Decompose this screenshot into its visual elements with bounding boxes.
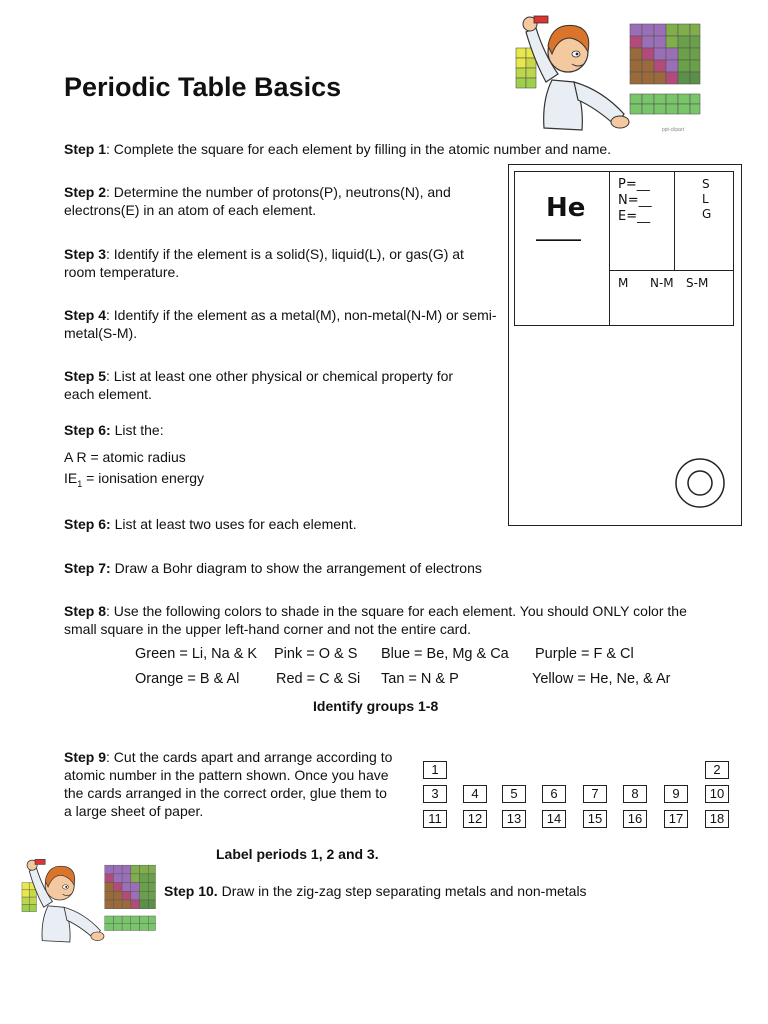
step-3-text: : Identify if the element is a solid(S), liquid(L), or gas(G) at room temperature. — [64, 246, 464, 280]
label-periods: Label periods 1, 2 and 3. — [216, 846, 379, 862]
clipart-credit: ppt-clipart — [662, 127, 684, 133]
color-green: Green = Li, Na & K — [135, 646, 258, 662]
step-9 — [64, 748, 394, 820]
identify-groups: Identify groups 1-8 — [313, 698, 439, 714]
step-4-text: : Identify if the element as a metal(M), non-metal(N-M) or semi-metal(S-M). — [64, 307, 497, 341]
color-purple: Purple = F & Cl — [535, 646, 634, 662]
page-title: Periodic Table Basics — [64, 72, 342, 102]
step-10-label: Step 10. — [164, 883, 218, 899]
step-8-label: Step 8 — [64, 603, 107, 619]
metal-type-nm: N-M — [650, 276, 674, 290]
bohr-diagram-nucleus — [673, 456, 727, 510]
step-2-text: : Determine the number of protons(P), neutrons(N), and electrons(E) in an atom of each element. — [64, 184, 451, 218]
step-5-text: : List at least one other physical or chemical property for each element. — [64, 368, 454, 402]
step-6a-text: List the: — [110, 422, 164, 438]
color-orange: Orange = B & Al — [135, 671, 240, 687]
grid-cell-13: 13 — [502, 810, 526, 828]
step-6b — [64, 515, 357, 533]
element-symbol: He — [546, 193, 586, 223]
grid-cell-10: 10 — [705, 785, 729, 803]
grid-cell-7: 7 — [583, 785, 607, 803]
ie-prefix: IE — [64, 470, 78, 486]
color-tan: Tan = N & P — [381, 671, 459, 687]
element-name-blank: _____ — [536, 221, 581, 242]
grid-cell-2: 2 — [705, 761, 729, 779]
ie-rest: = ionisation energy — [82, 470, 205, 486]
grid-cell-16: 16 — [623, 810, 647, 828]
step-5 — [64, 367, 474, 403]
step-2 — [64, 183, 494, 219]
grid-cell-17: 17 — [664, 810, 688, 828]
step-8 — [64, 602, 704, 638]
step-6a — [64, 421, 164, 439]
scientist-clipart — [512, 10, 702, 134]
grid-cell-14: 14 — [542, 810, 566, 828]
grid-cell-6: 6 — [542, 785, 566, 803]
metal-type-m: M — [618, 276, 629, 290]
step-7-text: Draw a Bohr diagram to show the arrangement of electrons — [110, 560, 482, 576]
step-9-label: Step 9 — [64, 749, 107, 765]
ie-subscript: 1 — [77, 478, 83, 489]
step-7-label: Step 7: — [64, 560, 111, 576]
scientist-clipart-small — [18, 855, 158, 945]
step-9-text: : Cut the cards apart and arrange according to atomic number in the pattern shown. Once you have the cards arranged in the correct order, glue them to a large sheet of paper. — [64, 749, 393, 819]
step-8-text: : Use the following colors to shade in the square for each element. You should ONLY color the small square in the upper left-hand corner and not the entire card. — [64, 603, 687, 637]
atomic-radius-def: A R = atomic radius — [64, 449, 186, 465]
grid-cell-18: 18 — [705, 810, 729, 828]
step-1-label: Step 1 — [64, 141, 107, 157]
electrons-field: E=__ — [618, 209, 651, 224]
step-6b-label: Step 6: — [64, 516, 111, 532]
grid-cell-15: 15 — [583, 810, 607, 828]
grid-cell-5: 5 — [502, 785, 526, 803]
step-5-label: Step 5 — [64, 368, 107, 384]
state-solid: S — [702, 177, 710, 191]
step-2-label: Step 2 — [64, 184, 107, 200]
step-3 — [64, 245, 494, 281]
state-liquid: L — [702, 192, 709, 206]
step-6a-label: Step 6: — [64, 422, 111, 438]
step-3-label: Step 3 — [64, 246, 107, 262]
neutrons-field: N=__ — [618, 193, 652, 208]
card-divider-vertical — [609, 171, 610, 326]
ionisation-energy-def — [64, 469, 204, 493]
grid-cell-9: 9 — [664, 785, 688, 803]
color-yellow: Yellow = He, Ne, & Ar — [532, 671, 671, 687]
step-1 — [64, 140, 704, 158]
step-7 — [64, 559, 482, 577]
grid-cell-1: 1 — [423, 761, 447, 779]
card-divider-vertical-2 — [674, 171, 675, 271]
step-10-text: Draw in the zig-zag step separating metals and non-metals — [217, 883, 587, 899]
step-1-text: : Complete the square for each element by filling in the atomic number and name. — [106, 141, 612, 157]
color-red: Red = C & Si — [276, 671, 361, 687]
step-4-label: Step 4 — [64, 307, 107, 323]
card-divider-horizontal — [609, 270, 734, 271]
grid-cell-4: 4 — [463, 785, 487, 803]
grid-cell-8: 8 — [623, 785, 647, 803]
metal-type-sm: S-M — [686, 276, 709, 290]
grid-cell-12: 12 — [463, 810, 487, 828]
color-blue: Blue = Be, Mg & Ca — [381, 646, 509, 662]
step-10 — [164, 882, 587, 900]
grid-cell-11: 11 — [423, 810, 447, 828]
step-4 — [64, 306, 504, 342]
state-gas: G — [702, 207, 712, 221]
protons-field: P=__ — [618, 177, 650, 192]
step-6b-text: List at least two uses for each element. — [110, 516, 357, 532]
grid-cell-3: 3 — [423, 785, 447, 803]
color-pink: Pink = O & S — [274, 646, 358, 662]
